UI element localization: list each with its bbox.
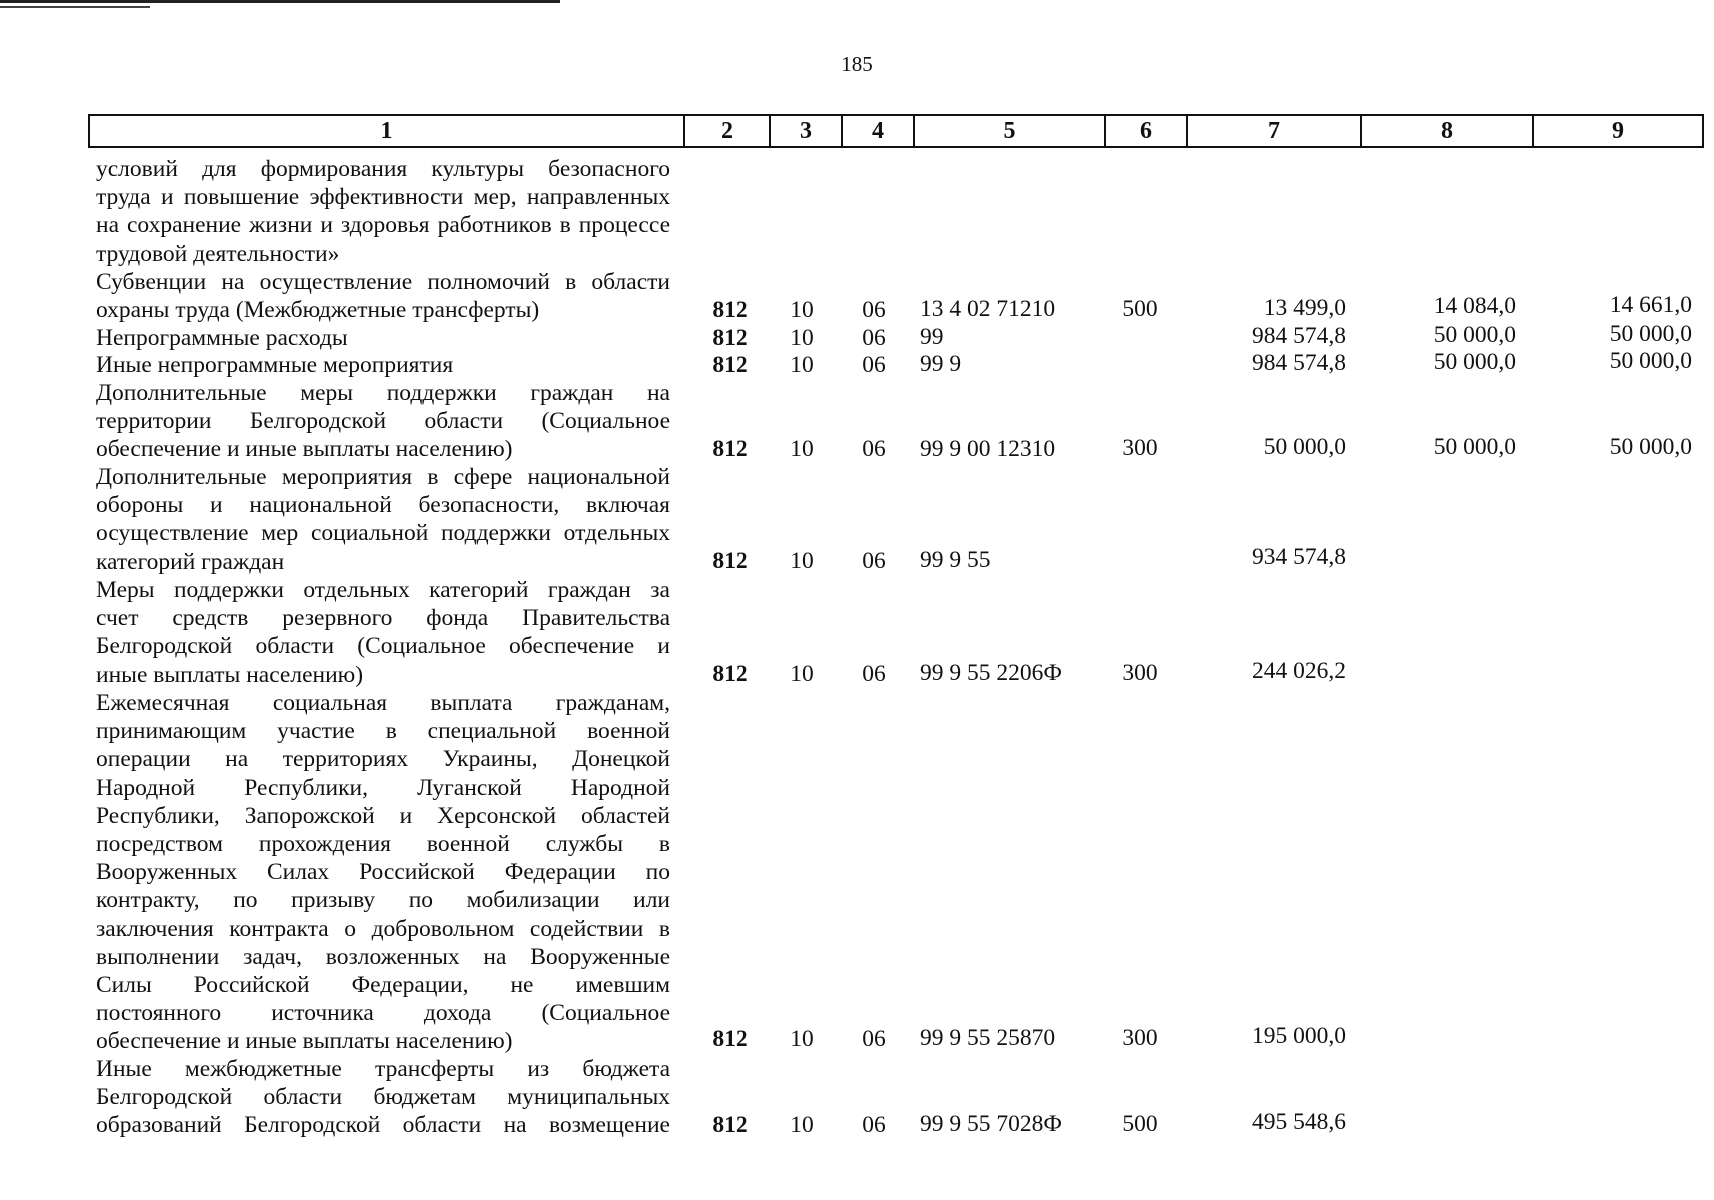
section-code: 10 <box>790 548 814 574</box>
row-description <box>96 155 670 268</box>
desc-line: Дополнительные мероприятия в сфере национальной <box>96 464 670 490</box>
expense-type-code: 300 <box>1122 660 1158 686</box>
row-description <box>96 689 670 1056</box>
amount-col8: 14 084,0 <box>1433 293 1516 319</box>
admin-code: 812 <box>712 325 748 351</box>
scan-edge-line <box>0 0 560 3</box>
desc-line: Иные межбюджетные трансферты из бюджета <box>96 1056 670 1082</box>
admin-code: 812 <box>712 1026 748 1052</box>
amount-col7: 195 000,0 <box>1252 1023 1346 1049</box>
expense-type-code: 500 <box>1122 296 1158 322</box>
desc-line: территории Белгородской области (Социальное <box>96 408 670 435</box>
header-col-5: 5 <box>915 116 1106 146</box>
desc-line: труда и повышение эффективности мер, направленных <box>96 184 670 211</box>
section-code: 10 <box>790 325 814 351</box>
table-header <box>88 114 1704 148</box>
amount-col7: 13 499,0 <box>1263 295 1346 321</box>
desc-line: обеспечение и иные выплаты населению) <box>96 436 513 463</box>
amount-col8: 50 000,0 <box>1433 322 1516 348</box>
desc-line: счет средств резервного фонда Правительства <box>96 605 670 632</box>
amount-col9: 50 000,0 <box>1609 348 1692 374</box>
subsection-code: 06 <box>862 325 886 351</box>
desc-line: принимающим участие в специальной военной <box>96 718 670 745</box>
section-code: 10 <box>790 297 814 323</box>
desc-line: Дополнительные меры поддержки граждан на <box>96 380 670 406</box>
amount-col7: 934 574,8 <box>1252 544 1346 570</box>
amount-col7: 495 548,6 <box>1252 1109 1346 1135</box>
target-article-code: 99 9 55 2206Ф <box>920 660 1062 686</box>
desc-line: Белгородской области бюджетам муниципальных <box>96 1084 670 1111</box>
desc-line: операции на территориях Украины, Донецкой <box>96 746 670 773</box>
target-article-code: 99 9 <box>920 351 962 377</box>
desc-line: иные выплаты населению) <box>96 661 364 688</box>
amount-col8: 50 000,0 <box>1433 349 1516 375</box>
desc-line: обеспечение и иные выплаты населению) <box>96 1028 513 1055</box>
admin-code: 812 <box>712 297 748 323</box>
admin-code: 812 <box>712 352 748 378</box>
section-code: 10 <box>790 661 814 687</box>
desc-line: заключения контракта о добровольном содействии в <box>96 915 670 942</box>
expense-type-code: 300 <box>1122 1025 1158 1051</box>
desc-line: Иные непрограммные мероприятия <box>96 352 454 378</box>
desc-line: выполнении задач, возложенных на Вооруженные <box>96 943 670 970</box>
desc-line: Народной Республики, Луганской Народной <box>96 774 670 801</box>
header-col-9: 9 <box>1612 118 1624 144</box>
row-description <box>96 1055 670 1140</box>
subsection-code: 06 <box>862 297 886 323</box>
subsection-code: 06 <box>862 1026 886 1052</box>
desc-line: категорий граждан <box>96 548 285 575</box>
amount-col7: 984 574,8 <box>1252 323 1346 349</box>
subsection-code: 06 <box>862 352 886 378</box>
subsection-code: 06 <box>862 661 886 687</box>
desc-line: осуществление мер социальной поддержки отдельных <box>96 520 670 547</box>
header-col-6: 6 <box>1106 116 1188 146</box>
desc-line: Непрограммные расходы <box>96 325 348 351</box>
desc-line: Меры поддержки отдельных категорий граждан за <box>96 577 670 603</box>
expense-type-code: 300 <box>1122 435 1158 461</box>
section-code: 10 <box>790 1112 814 1138</box>
desc-line: образований Белгородской области на возмещение <box>96 1112 670 1139</box>
desc-line: Силы Российской Федерации, не имевшим <box>96 972 670 999</box>
subsection-code: 06 <box>862 1112 886 1138</box>
admin-code: 812 <box>712 661 748 687</box>
target-article-code: 99 9 55 25870 <box>920 1025 1056 1051</box>
row-description <box>96 351 670 379</box>
header-col-1: 1 <box>90 116 685 146</box>
expense-type-code: 500 <box>1122 1111 1158 1137</box>
scan-edge-line <box>0 6 150 8</box>
amount-col9: 50 000,0 <box>1609 321 1692 347</box>
section-code: 10 <box>790 436 814 462</box>
desc-line: постоянного источника дохода (Социальное <box>96 1000 670 1027</box>
desc-line: посредством прохождения военной службы в <box>96 831 670 858</box>
amount-col7: 984 574,8 <box>1252 350 1346 376</box>
header-col-8: 8 <box>1362 116 1534 146</box>
admin-code: 812 <box>712 1112 748 1138</box>
target-article-code: 13 4 02 71210 <box>920 296 1056 322</box>
amount-col8: 50 000,0 <box>1433 434 1516 460</box>
section-code: 10 <box>790 352 814 378</box>
header-col-4: 4 <box>843 116 915 146</box>
subsection-code: 06 <box>862 548 886 574</box>
target-article-code: 99 9 55 <box>920 547 991 573</box>
admin-code: 812 <box>712 436 748 462</box>
header-col-3: 3 <box>771 116 843 146</box>
desc-line: Ежемесячная социальная выплата гражданам, <box>96 690 670 716</box>
admin-code: 812 <box>712 548 748 574</box>
row-description <box>96 576 670 689</box>
page-number: 185 <box>841 52 873 76</box>
desc-line: Субвенции на осуществление полномочий в области <box>96 269 670 295</box>
desc-line: Белгородской области (Социальное обеспечение и <box>96 633 670 660</box>
desc-line: Вооруженных Силах Российской Федерации по <box>96 859 670 886</box>
amount-col7: 50 000,0 <box>1263 434 1346 460</box>
row-description <box>96 379 670 464</box>
target-article-code: 99 9 00 12310 <box>920 436 1056 462</box>
target-article-code: 99 <box>920 324 944 350</box>
section-code: 10 <box>790 1026 814 1052</box>
target-article-code: 99 9 55 7028Ф <box>920 1111 1062 1137</box>
amount-col9: 50 000,0 <box>1609 434 1692 460</box>
row-description <box>96 324 670 352</box>
desc-line: охраны труда (Межбюджетные трансферты) <box>96 297 540 324</box>
desc-line: Республики, Запорожской и Херсонской областей <box>96 802 670 829</box>
amount-col9: 14 661,0 <box>1609 292 1692 318</box>
desc-line: трудовой деятельности» <box>96 240 340 267</box>
desc-line: обороны и национальной безопасности, включая <box>96 492 670 519</box>
row-description <box>96 463 670 576</box>
desc-line: условий для формирования культуры безопасного <box>96 156 670 182</box>
desc-line: на сохранение жизни и здоровья работников в процессе <box>96 212 670 239</box>
subsection-code: 06 <box>862 436 886 462</box>
header-col-2: 2 <box>685 116 771 146</box>
amount-col7: 244 026,2 <box>1252 658 1346 684</box>
desc-line: контракту, по призыву по мобилизации или <box>96 887 670 914</box>
row-description <box>96 268 670 324</box>
header-col-7: 7 <box>1188 116 1362 146</box>
